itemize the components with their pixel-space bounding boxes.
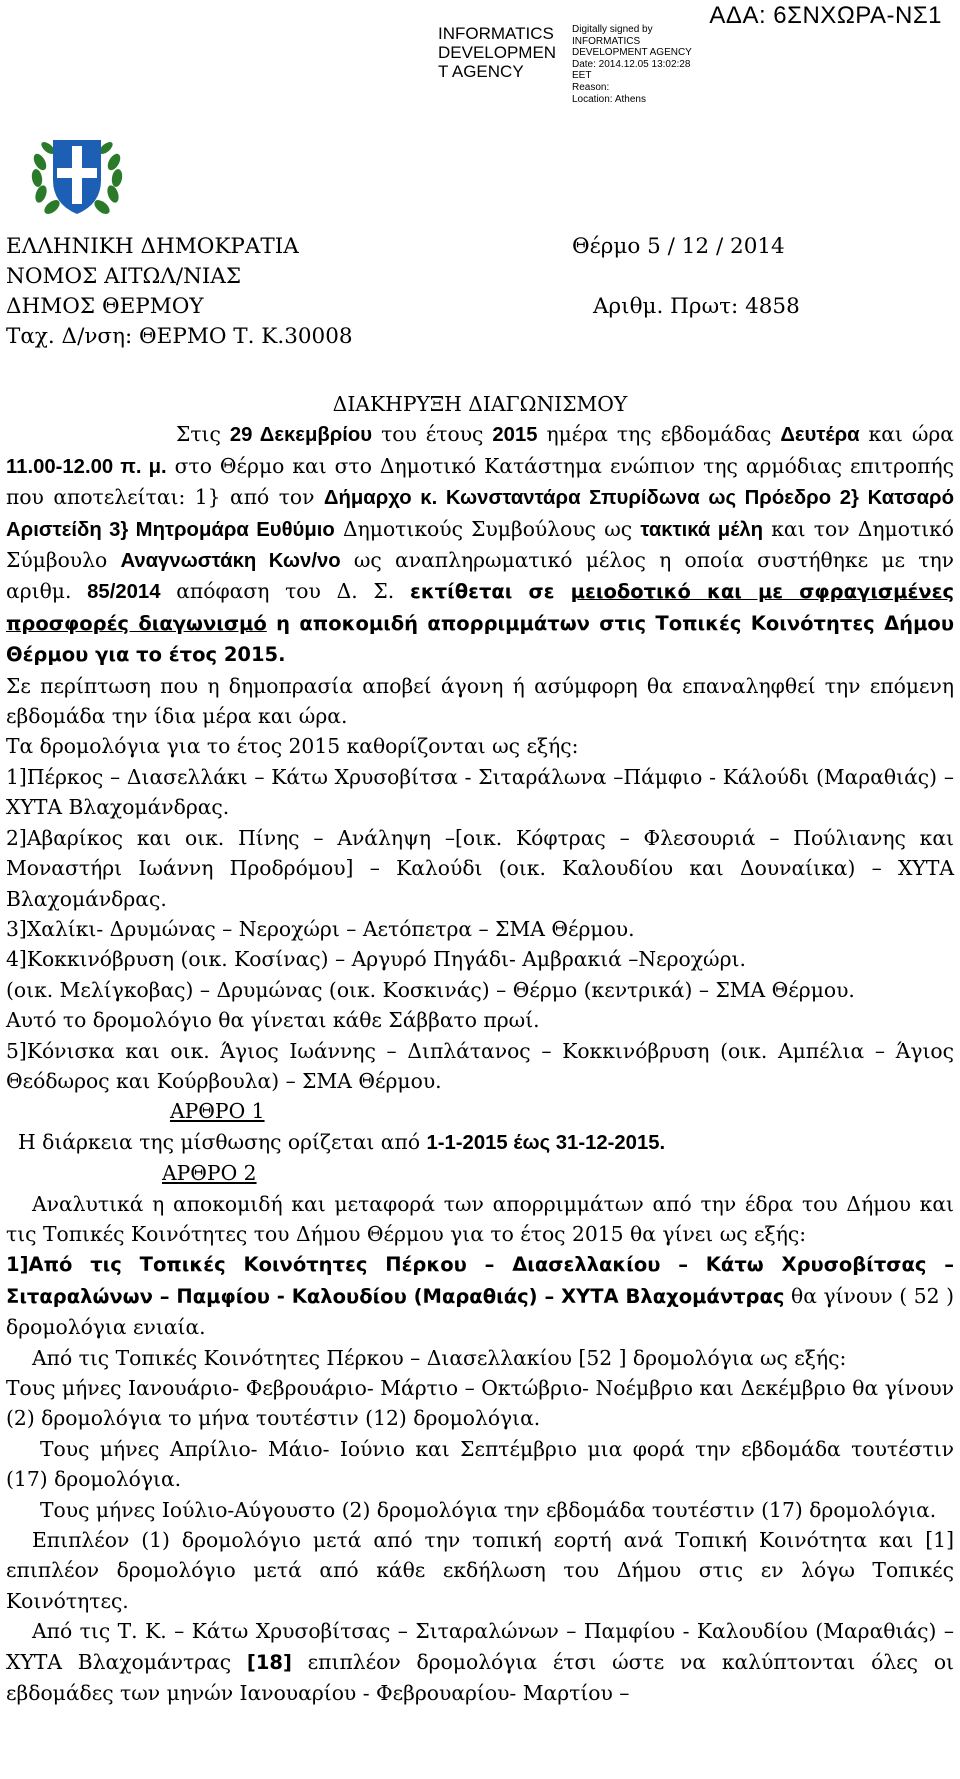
signature-detail-line: DEVELOPMENT AGENCY — [572, 47, 692, 59]
header-prefecture: ΝΟΜΟΣ ΑΙΤΩΛ/ΝΙΑΣ — [6, 264, 242, 289]
article-2-paragraph: Αναλυτικά η αποκομιδή και μεταφορά των απορριμμάτων από την έδρα του Δήμου και τις Τοπικές Κοινότητες του Δήμου Θέρμου για το έτος 2015 θα γίνει ως εξής: — [6, 1191, 954, 1246]
signature-name-line: INFORMATICS — [438, 24, 554, 43]
signature-details — [572, 24, 692, 105]
signature-detail-line: Location: Athens — [572, 93, 646, 105]
route-item: 1]Πέρκος – Διασελλάκι – Κάτω Χρυσοβίτσα - Σιταράλωνα –Πάμφιο - Κάλούδι (Μαραθιάς) – ΧΥΤΑ Βλαχομάνδρας. — [6, 764, 954, 820]
article-2-paragraph: Τους μήνες Ιούλιο-Αύγουστο (2) δρομολόγια την εβδομάδα τουτέστιν (17) δρομολόγια. — [40, 1497, 937, 1522]
article-2-paragraph: Τους μήνες Απρίλιο- Μάιο- Ιούνιο και Σεπτέμβριο μια φορά την εβδομάδα τουτέστιν (17) δρομολόγια. — [6, 1436, 954, 1492]
header-municipality: ΔΗΜΟΣ ΘΕΡΜΟΥ — [6, 294, 204, 319]
signature-detail-line: Date: 2014.12.05 13:02:28 — [572, 58, 691, 70]
paragraph-repeat: Σε περίπτωση που η δημοπρασία αποβεί άγονη ή ασύμφορη θα επαναληφθεί την επόμενη εβδομάδα την ίδια μέρα και ώρα. — [6, 673, 954, 729]
doc-title: ΔΙΑΚΗΡΥΞΗ ΔΙΑΓΩΝΙΣΜΟΥ — [332, 392, 628, 416]
article-2-route-heading: 1]Από τις Τοπικές Κοινότητες Πέρκου – Διασελλακίου – Κάτω Χρυσοβίτσας – Σιταραλώνων – Παμφίου - Καλουδίου (Μαραθιάς) – ΧΥΤΑ Βλαχομάντρας θα γίνουν ( 52 ) δρομολόγια ενιαία. — [6, 1253, 955, 1340]
article-2-paragraph: Από τις Τ. Κ. – Κάτω Χρυσοβίτσας – Σιταραλώνων – Παμφίου - Καλουδίου (Μαραθιάς) – ΧΥΤΑ Βλαχομάντρας [18] επιπλέον δρομολόγια έτσι ώστε να καλύπτονται όλες οι εβδομάδες των μηνών Ιανουαρίου - Φεβρουαρίου- Μαρτίου – — [6, 1619, 954, 1706]
paragraph-routes-intro: Τα δρομολόγια για το έτος 2015 καθορίζονται ως εξής: — [6, 734, 579, 759]
article-2-paragraph: Από τις Τοπικές Κοινότητες Πέρκου – Διασελλακίου [52 ] δρομολόγια ως εξής: — [32, 1345, 847, 1370]
route-item-continued: (οικ. Μελίγκοβας) – Δρυμώνας (οικ. Κοσκινάς) – Θέρμο (κεντρικά) – ΣΜΑ Θέρμου. — [6, 977, 855, 1002]
signature-detail-line: INFORMATICS — [572, 35, 641, 47]
route-item: 5]Κόνισκα και οικ. Άγιος Ιωάννης – Διπλάτανος – Κοκκινόβρυση (οικ. Αμπέλια – Άγιος Θεόδωρος και Κούρβουλα) – ΣΜΑ Θέρμου. — [6, 1038, 954, 1093]
header-country: ΕΛΛΗΝΙΚΗ ΔΗΜΟΚΡΑΤΙΑ — [6, 234, 299, 259]
route-item: 4]Κοκκινόβρυση (οικ. Κοσίνας) – Αργυρό Πηγάδι- Αμβρακιά –Νεροχώρι. — [6, 947, 746, 972]
ada-code: ΑΔΑ: 6ΣΝΧΩΡΑ-ΝΣ1 — [709, 2, 942, 29]
header-address: Ταχ. Δ/νση: ΘΕΡΜΟ Τ. Κ.30008 — [6, 324, 353, 349]
signature-detail-line: EET — [572, 70, 592, 82]
signature-detail-line: Digitally signed by — [572, 24, 653, 35]
signature-name-line: T AGENCY — [438, 62, 524, 81]
article-2-paragraph: Τους μήνες Ιανουάριο- Φεβρουάριο- Μάρτιο – Οκτώβριο- Νοέμβριο και Δεκέμβριο θα γίνουν (2) δρομολόγια το μήνα τουτέστιν (12) δρομολόγια. — [6, 1376, 954, 1431]
signature-detail-line: Reason: — [572, 81, 610, 93]
document-body — [6, 389, 954, 1708]
route-note: Αυτό το δρομολόγιο θα γίνεται κάθε Σάββατο πρωί. — [6, 1008, 540, 1033]
signature-name — [438, 24, 568, 81]
route-item: 3]Χαλίκι- Δρυμώνας – Νεροχώρι – Αετόπετρα – ΣΜΑ Θέρμου. — [6, 916, 635, 941]
article-1-heading: ΑΡΘΡΟ 1 — [170, 1099, 265, 1124]
signature-name-line: DEVELOPMEN — [438, 43, 557, 62]
route-item: 2]Αβαρίκος και οικ. Πίνης – Ανάληψη –[οικ. Κόφτρας – Φλεσουριά – Πούλιανης και Μοναστήρι Ιωάννη Προδρόμου] – Καλούδι (οικ. Καλουδίου και Δουναίικα) – ΧΥΤΑ Βλαχομάνδρας. — [6, 825, 954, 911]
header-date: Θέρμο 5 / 12 / 2014 — [572, 234, 785, 259]
greek-coat-of-arms-icon — [28, 132, 126, 220]
header-protocol: Αριθμ. Πρωτ: 4858 — [593, 294, 800, 319]
article-2-heading: ΑΡΘΡΟ 2 — [162, 1161, 257, 1186]
paragraph-main: Στις 29 Δεκεμβρίου του έτους 2015 ημέρα της εβδομάδας Δευτέρα και ώρα 11.00-12.00 π. μ. στο Θέρμο και στο Δημοτικό Κατάστημα ενώπιον της αρμόδιας επιτροπής που αποτελείται: 1} από τον Δήμαρχο κ. Κωνσταντάρα Σπυρίδωνα ως Πρόεδρο 2} Κατσαρό Αριστείδη 3} Μητρομάρα Ευθύμιο Δημοτικούς Συμβούλους ως τακτικά μέλη και τον Δημοτικό Σύμβουλο Αναγνωστάκη Κων/νο ως αναπληρωματικό μέλος η οποία συστήθηκε με την αριθμ. 85/2014 απόφαση του Δ. Σ. εκτίθεται σε μειοδοτικό και με σφραγισμένες προσφορές διαγωνισμό η αποκομιδή απορριμμάτων στις Τοπικές Κοινότητες Δήμου Θέρμου για το έτος 2015. — [6, 422, 955, 667]
article-1-text: Η διάρκεια της μίσθωσης ορίζεται από 1-1-2015 έως 31-12-2015. — [18, 1129, 666, 1154]
article-2-paragraph: Επιπλέον (1) δρομολόγιο μετά από την τοπική εορτή ανά Τοπική Κοινότητα και [1] επιπλέον δρομολόγιο μετά από κάθε εκδήλωση του Δήμου στις εν λόγω Τοπικές Κοινότητες. — [6, 1528, 954, 1613]
